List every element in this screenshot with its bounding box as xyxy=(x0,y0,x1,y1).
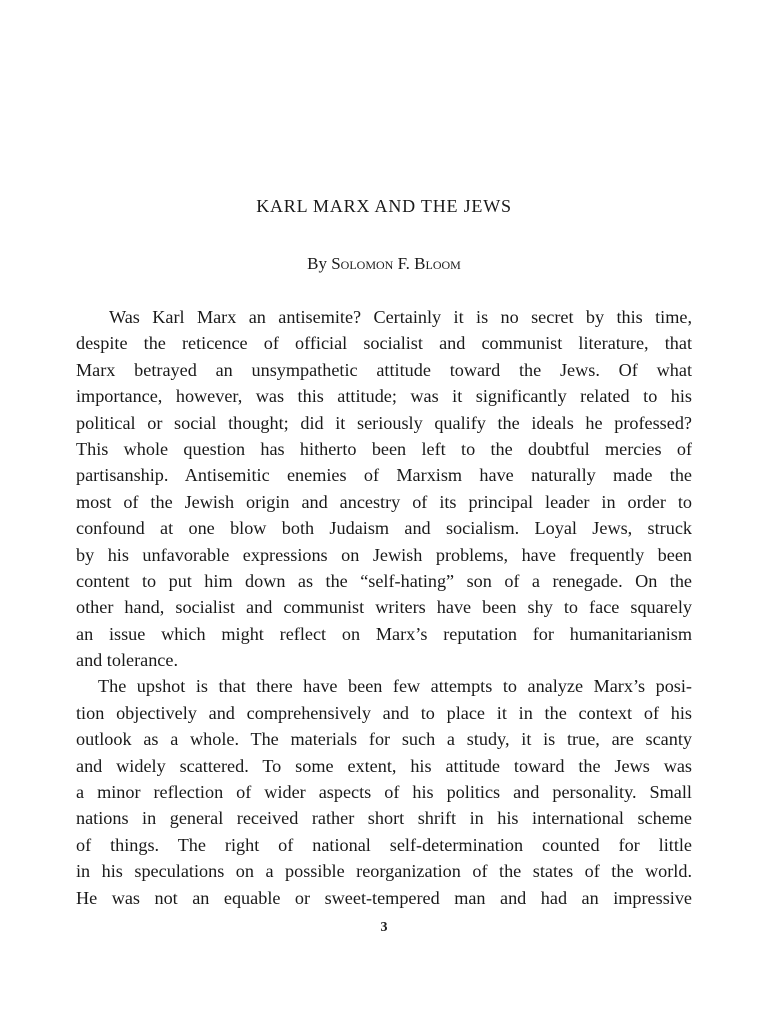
text-line: of things. The right of national self-determination counted for little xyxy=(76,834,692,855)
text-line: tion objectively and comprehensively and to place it in the context of his xyxy=(76,702,692,723)
text-line: He was not an equable or sweet-tempered man and had an impressive xyxy=(76,887,692,908)
text-line: despite the reticence of official socialist and communist literature, that xyxy=(76,333,692,354)
text-line: importance, however, was this attitude; was it significantly related to his xyxy=(76,386,692,407)
text-line: partisanship. Antisemitic enemies of Marxism have naturally made the xyxy=(76,465,692,486)
text-line: other hand, socialist and communist writers have been shy to face squarely xyxy=(76,597,692,618)
text-line: political or social thought; did it seriously qualify the ideals he professed? xyxy=(76,412,692,433)
text-line: outlook as a whole. The materials for such a study, it is true, are scanty xyxy=(76,729,692,750)
text-line: content to put him down as the “self-hating” son of a renegade. On the xyxy=(76,570,692,591)
text-line: a minor reflection of wider aspects of his politics and personality. Small xyxy=(76,782,692,803)
text-line: nations in general received rather short shrift in his international scheme xyxy=(76,808,692,829)
page-number: 3 xyxy=(380,920,388,935)
article-byline xyxy=(0,254,768,274)
article-title: KARL MARX AND THE JEWS xyxy=(256,196,512,216)
text-line: by his unfavorable expressions on Jewish problems, have frequently been xyxy=(76,544,692,565)
text-line: an issue which might reflect on Marx’s reputation for humanitarianism xyxy=(76,623,692,644)
text-line: The upshot is that there have been few attempts to analyze Marx’s posi- xyxy=(98,676,692,697)
byline-prefix: By xyxy=(307,254,332,273)
author-name: Solomon F. Bloom xyxy=(331,254,461,273)
text-line: most of the Jewish origin and ancestry of its principal leader in order to xyxy=(76,491,692,512)
text-line: confound at one blow both Judaism and socialism. Loyal Jews, struck xyxy=(76,518,692,539)
text-line: in his speculations on a possible reorganization of the states of the world. xyxy=(76,861,692,882)
text-line: and widely scattered. To some extent, his attitude toward the Jews was xyxy=(76,755,692,776)
text-line: This whole question has hitherto been left to the doubtful mercies of xyxy=(76,438,692,459)
article-body xyxy=(76,304,692,911)
text-line: and tolerance. xyxy=(76,650,178,671)
text-line: Marx betrayed an unsympathetic attitude toward the Jews. Of what xyxy=(76,359,692,380)
text-line: Was Karl Marx an antisemite? Certainly it is no secret by this time, xyxy=(109,307,692,327)
